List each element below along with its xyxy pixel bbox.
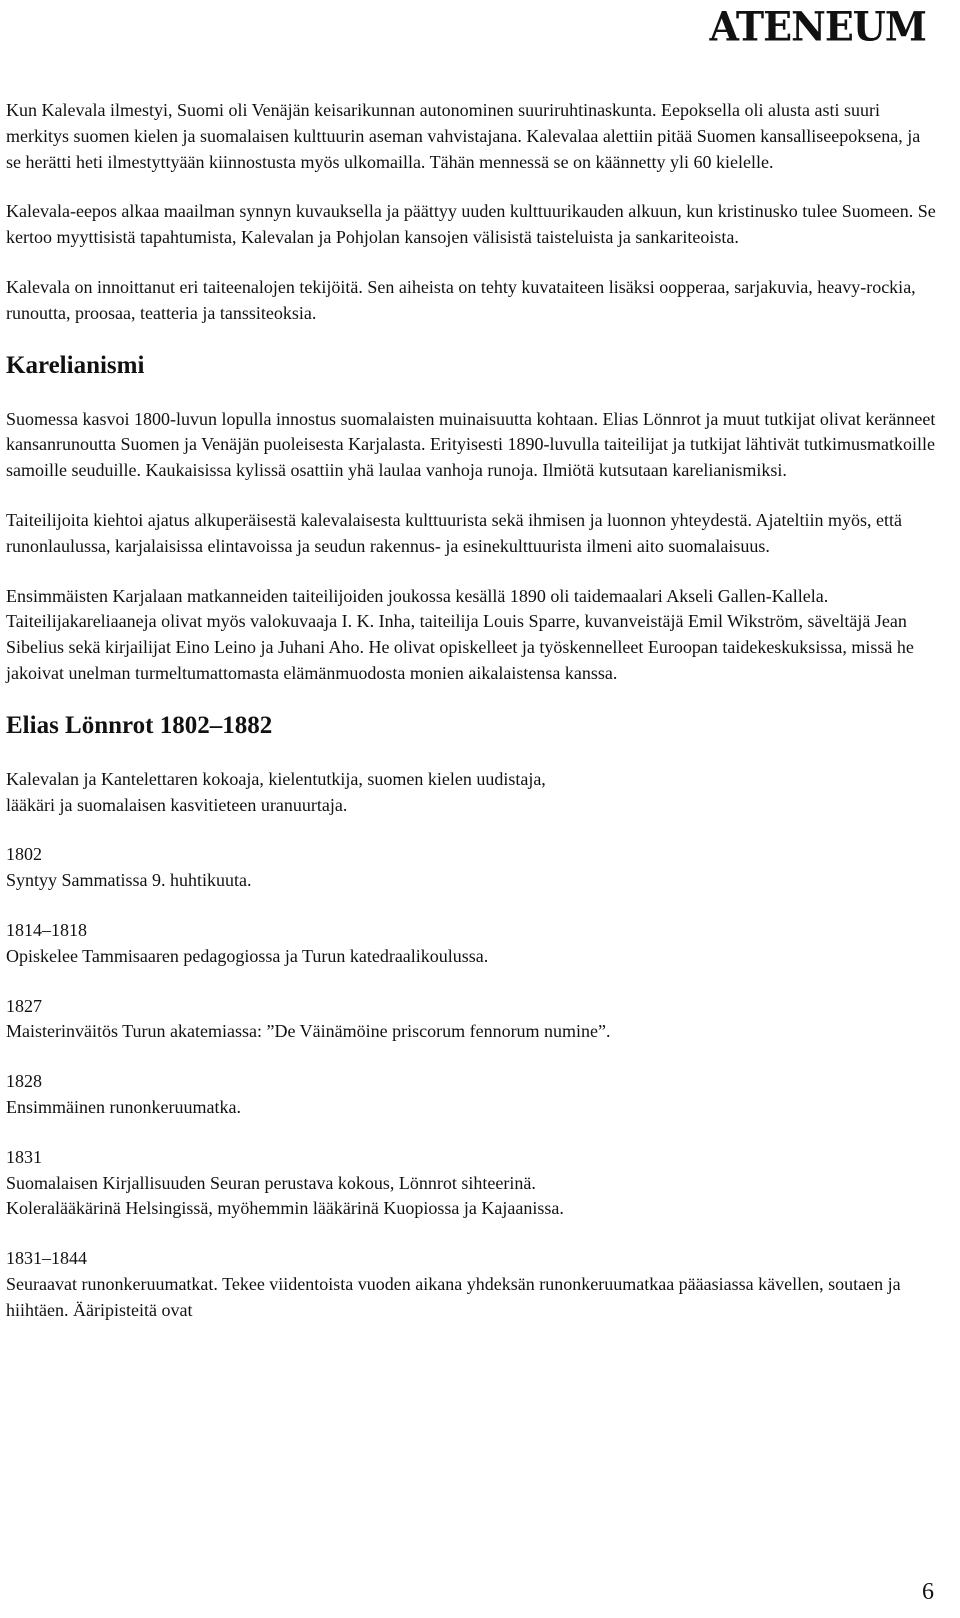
timeline-entry: [6, 842, 936, 894]
timeline-year: 1827: [6, 995, 42, 1016]
timeline-text: Seuraavat runonkeruumatkat. Tekee viidentoista vuoden aikana yhdeksän runonkeruumatkaa pääasiassa kävellen, soutaen ja hiihtäen. Ääripisteitä ovat: [6, 1273, 901, 1320]
timeline-year: 1831: [6, 1146, 42, 1167]
timeline-entry: [6, 1145, 936, 1222]
timeline-text: Maisterinväitös Turun akatemiassa: ”De Väinämöine priscorum fennorum numine”.: [6, 1021, 611, 1042]
timeline-text: Opiskelee Tammisaaren pedagogiossa ja Turun katedraalikoulussa.: [6, 945, 489, 966]
lonnrot-intro-line: lääkäri ja suomalaisen kasvitieteen uranuurtaja.: [6, 794, 348, 815]
timeline-year: 1802: [6, 844, 42, 865]
karelianismi-paragraph: Suomessa kasvoi 1800-luvun lopulla innostus suomalaisten muinaisuutta kohtaan. Elias Lönnrot ja muut tutkijat olivat keränneet kansanrunoutta Suomen ja Venäjän puoleisesta Karjalasta. Erityisesti 1890-luvulla taiteilijat ja tutkijat lähtivät tutkimusmatkoille samoille seuduille. Kaukaisissa kylissä osattiin yhä laulaa vanhoja runoja. Ilmiötä kutsutaan karelianismiksi.: [6, 408, 936, 481]
timeline-text: Koleralääkärinä Helsingissä, myöhemmin lääkärinä Kuopiossa ja Kajaanissa.: [6, 1198, 564, 1219]
timeline-text: Syntyy Sammatissa 9. huhtikuuta.: [6, 870, 252, 891]
document-body: [6, 98, 936, 1348]
timeline-year: 1814–1818: [6, 919, 87, 940]
lonnrot-intro-line: Kalevalan ja Kantelettaren kokoaja, kielentutkija, suomen kielen uudistaja,: [6, 768, 546, 789]
ateneum-logo: ATENEUM: [709, 2, 926, 51]
timeline-text: Ensimmäinen runonkeruumatka.: [6, 1096, 241, 1117]
intro-paragraph: Kun Kalevala ilmestyi, Suomi oli Venäjän keisarikunnan autonominen suuriruhtinaskunta. Eepoksella oli alusta asti suuri merkitys suomen kielen ja suomalaisen kulttuurin aseman vahvistajana. Kalevalaa alettiin pitää Suomen kansalliseepoksena, ja se herätti heti ilmestyttyään kiinnostusta myös ulkomailla. Tähän mennessä se on käännetty yli 60 kielelle.: [6, 100, 921, 172]
timeline-entry: [6, 1246, 936, 1323]
intro-paragraph: Kalevala on innoittanut eri taiteenalojen tekijöitä. Sen aiheista on tehty kuvataiteen lisäksi oopperaa, sarjakuvia, heavy-rockia, runoutta, proosaa, teatteria ja tanssiteoksia.: [6, 276, 916, 323]
intro-paragraph: Kalevala-eepos alkaa maailman synnyn kuvauksella ja päättyy uuden kulttuurikauden alkuun, kun kristinusko tulee Suomeen. Se kertoo myyttisistä tapahtumista, Kalevalan ja Pohjolan kansojen välisistä taisteluista ja sankariteoista.: [6, 201, 936, 248]
karelianismi-heading: Karelianismi: [6, 351, 145, 379]
karelianismi-paragraph: Ensimmäisten Karjalaan matkanneiden taiteilijoiden joukossa kesällä 1890 oli taidemaalari Akseli Gallen-Kallela. Taiteilijakareliaaneja olivat myös valokuvaaja I. K. Inha, taiteilija Louis Sparre, kuvanveistäjä Emil Wikström, säveltäjä Jean Sibelius sekä kirjailijat Eino Leino ja Juhani Aho. He olivat opiskelleet ja työskennelleet Euroopan taidekeskuksissa, missä he jakoivat unelman turmeltumattomasta elämänmuodosta monien aikalaistensa kanssa.: [6, 585, 914, 683]
timeline-entry: [6, 918, 936, 970]
lonnrot-heading: Elias Lönnrot 1802–1882: [6, 711, 273, 739]
timeline-entry: [6, 994, 936, 1046]
lonnrot-intro: [6, 767, 936, 819]
timeline-year: 1831–1844: [6, 1248, 87, 1269]
page-number: 6: [922, 1579, 934, 1605]
timeline-text: Suomalaisen Kirjallisuuden Seuran perustava kokous, Lönnrot sihteerinä.: [6, 1172, 536, 1193]
karelianismi-paragraph: Taiteilijoita kiehtoi ajatus alkuperäisestä kalevalaisesta kulttuurista sekä ihmisen ja luonnon yhteydestä. Ajateltiin myös, että runonlaulussa, karjalaisissa elintavoissa ja seudun rakennus- ja esinekulttuurista ilmeni aito suomalaisuus.: [6, 509, 903, 556]
timeline-entry: [6, 1069, 936, 1121]
timeline-year: 1828: [6, 1071, 42, 1092]
